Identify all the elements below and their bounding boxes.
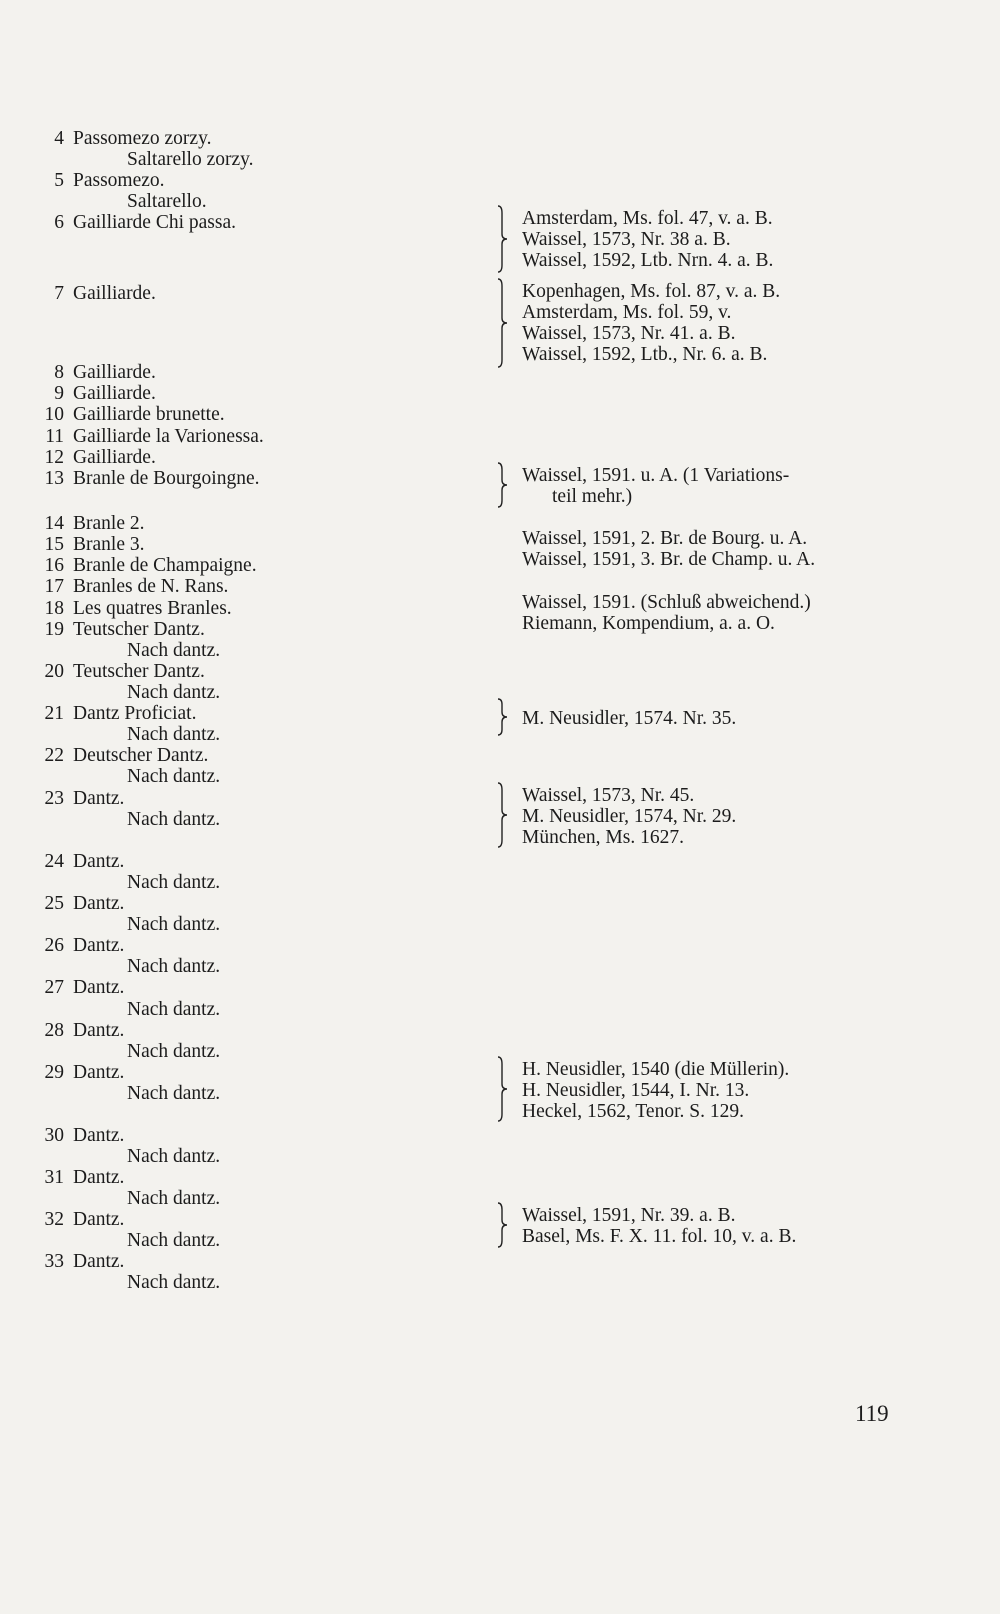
entry-number: 22 bbox=[44, 745, 64, 766]
entry-number: 28 bbox=[44, 1020, 64, 1041]
entry-row bbox=[0, 426, 480, 448]
entry-title: Gailliarde brunette. bbox=[73, 404, 225, 425]
source-line bbox=[0, 549, 1000, 571]
entry-title: Gailliarde. bbox=[73, 383, 156, 404]
entry-row bbox=[0, 404, 480, 426]
source-text: Riemann, Kompendium, a. a. O. bbox=[522, 613, 775, 634]
source-line bbox=[0, 613, 1000, 635]
entry-row bbox=[0, 170, 480, 192]
source-text: Kopenhagen, Ms. fol. 87, v. a. B. bbox=[522, 281, 781, 302]
page-number: 119 bbox=[855, 1401, 889, 1426]
entry-sub-title: Nach dantz. bbox=[127, 956, 221, 977]
entry-number: 26 bbox=[44, 935, 64, 956]
entry-sub-title: Nach dantz. bbox=[127, 1230, 221, 1251]
entry-number: 33 bbox=[44, 1251, 64, 1272]
entry-title: Branles de N. Rans. bbox=[73, 576, 229, 597]
curly-brace-icon bbox=[494, 205, 512, 273]
entry-row bbox=[0, 745, 480, 767]
entry-title: Teutscher Dantz. bbox=[73, 661, 205, 682]
source-text: Waissel, 1591, 2. Br. de Bourg. u. A. bbox=[522, 528, 808, 549]
entry-number: 29 bbox=[44, 1062, 64, 1083]
entry-sub-title: Nach dantz. bbox=[127, 640, 221, 661]
entry-title: Dantz. bbox=[73, 1251, 125, 1272]
entry-number: 14 bbox=[44, 513, 64, 534]
entry-number: 12 bbox=[44, 447, 64, 468]
source-text: H. Neusidler, 1540 (die Müllerin). bbox=[522, 1059, 790, 1080]
entry-number: 25 bbox=[44, 893, 64, 914]
entry-title: Dantz. bbox=[73, 935, 125, 956]
curly-brace-icon bbox=[494, 1202, 512, 1248]
entry-title: Dantz. bbox=[73, 977, 125, 998]
entry-title: Dantz. bbox=[73, 893, 125, 914]
entry-subline bbox=[0, 149, 480, 171]
entry-sub-title: Saltarello. bbox=[127, 191, 207, 212]
entry-number: 17 bbox=[44, 576, 64, 597]
entry-title: Dantz Proficiat. bbox=[73, 703, 197, 724]
entry-title: Passomezo. bbox=[73, 170, 165, 191]
entry-sub-title: Nach dantz. bbox=[127, 1083, 221, 1104]
entry-number: 9 bbox=[54, 383, 64, 404]
entry-subline bbox=[0, 999, 480, 1021]
entry-title: Branle de Champaigne. bbox=[73, 555, 257, 576]
entry-row bbox=[0, 935, 480, 957]
entry-subline bbox=[0, 956, 480, 978]
entry-number: 27 bbox=[44, 977, 64, 998]
entry-number: 20 bbox=[44, 661, 64, 682]
entry-subline bbox=[0, 914, 480, 936]
entry-subline bbox=[0, 1146, 480, 1168]
entry-number: 4 bbox=[54, 128, 64, 149]
entry-title: Gailliarde. bbox=[73, 447, 156, 468]
entry-sub-title: Nach dantz. bbox=[127, 809, 221, 830]
source-text: M. Neusidler, 1574. Nr. 35. bbox=[522, 708, 737, 729]
source-text: Waissel, 1591, 3. Br. de Champ. u. A. bbox=[522, 549, 816, 570]
entry-title: Gailliarde. bbox=[73, 283, 156, 304]
curly-brace-icon bbox=[494, 698, 512, 736]
source-text: München, Ms. 1627. bbox=[522, 827, 684, 848]
entry-title: Dantz. bbox=[73, 1062, 125, 1083]
entry-number: 11 bbox=[45, 426, 64, 447]
entry-number: 10 bbox=[44, 404, 64, 425]
entry-sub-title: Nach dantz. bbox=[127, 682, 221, 703]
entry-title: Branle de Bourgoingne. bbox=[73, 468, 260, 489]
entry-sub-title: Nach dantz. bbox=[127, 1272, 221, 1293]
source-text: Waissel, 1573, Nr. 38 a. B. bbox=[522, 229, 731, 250]
entry-title: Gailliarde la Varionessa. bbox=[73, 426, 264, 447]
entry-title: Deutscher Dantz. bbox=[73, 745, 209, 766]
source-text: H. Neusidler, 1544, I. Nr. 13. bbox=[522, 1080, 750, 1101]
source-text: Amsterdam, Ms. fol. 59, v. bbox=[522, 302, 732, 323]
entry-subline bbox=[0, 682, 480, 704]
source-text: Waissel, 1573, Nr. 45. bbox=[522, 785, 695, 806]
source-text: Waissel, 1591. (Schluß abweichend.) bbox=[522, 592, 811, 613]
entry-title: Gailliarde. bbox=[73, 362, 156, 383]
entry-title: Dantz. bbox=[73, 851, 125, 872]
entry-number: 30 bbox=[44, 1125, 64, 1146]
entry-number: 18 bbox=[44, 598, 64, 619]
source-text: Basel, Ms. F. X. 11. fol. 10, v. a. B. bbox=[522, 1226, 797, 1247]
entry-title: Dantz. bbox=[73, 788, 125, 809]
source-text: Waissel, 1592, Ltb., Nr. 6. a. B. bbox=[522, 344, 768, 365]
source-text: Waissel, 1592, Ltb. Nrn. 4. a. B. bbox=[522, 250, 774, 271]
entry-number: 13 bbox=[44, 468, 64, 489]
entry-subline bbox=[0, 640, 480, 662]
entry-number: 8 bbox=[54, 362, 64, 383]
entry-title: Gailliarde Chi passa. bbox=[73, 212, 236, 233]
entry-sub-title: Nach dantz. bbox=[127, 914, 221, 935]
curly-brace-icon bbox=[494, 278, 512, 368]
entry-number: 32 bbox=[44, 1209, 64, 1230]
entry-sub-title: Nach dantz. bbox=[127, 872, 221, 893]
entry-title: Dantz. bbox=[73, 1020, 125, 1041]
entry-row bbox=[0, 661, 480, 683]
entry-subline bbox=[0, 872, 480, 894]
entry-sub-title: Nach dantz. bbox=[127, 724, 221, 745]
entry-row bbox=[0, 128, 480, 150]
entry-number: 16 bbox=[44, 555, 64, 576]
entry-number: 6 bbox=[54, 212, 64, 233]
entry-number: 5 bbox=[54, 170, 64, 191]
source-text: Waissel, 1591. u. A. (1 Variations- bbox=[522, 465, 790, 486]
entry-number: 7 bbox=[54, 283, 64, 304]
entry-subline bbox=[0, 1272, 480, 1294]
source-line bbox=[0, 592, 1000, 614]
entry-number: 31 bbox=[44, 1167, 64, 1188]
entry-row bbox=[0, 977, 480, 999]
source-line bbox=[0, 528, 1000, 550]
curly-brace-icon bbox=[494, 1056, 512, 1122]
entry-title: Dantz. bbox=[73, 1209, 125, 1230]
source-text: Waissel, 1573, Nr. 41. a. B. bbox=[522, 323, 736, 344]
entry-number: 24 bbox=[44, 851, 64, 872]
entry-number: 21 bbox=[44, 703, 64, 724]
entry-title: Branle 2. bbox=[73, 513, 145, 534]
entry-title: Passomezo zorzy. bbox=[73, 128, 212, 149]
entry-sub-title: Nach dantz. bbox=[127, 766, 221, 787]
source-text: teil mehr.) bbox=[552, 486, 633, 507]
source-text: Heckel, 1562, Tenor. S. 129. bbox=[522, 1101, 744, 1122]
entry-sub-title: Nach dantz. bbox=[127, 1146, 221, 1167]
entry-title: Dantz. bbox=[73, 1167, 125, 1188]
entry-row bbox=[0, 383, 480, 405]
entry-sub-title: Nach dantz. bbox=[127, 1188, 221, 1209]
entry-title: Dantz. bbox=[73, 1125, 125, 1146]
entry-title: Teutscher Dantz. bbox=[73, 619, 205, 640]
entry-row bbox=[0, 851, 480, 873]
entry-row bbox=[0, 1251, 480, 1273]
entry-number: 19 bbox=[44, 619, 64, 640]
entry-number: 15 bbox=[44, 534, 64, 555]
entry-row bbox=[0, 1020, 480, 1042]
entry-row bbox=[0, 1167, 480, 1189]
entry-sub-title: Nach dantz. bbox=[127, 1041, 221, 1062]
entry-row bbox=[0, 1125, 480, 1147]
source-text: M. Neusidler, 1574, Nr. 29. bbox=[522, 806, 737, 827]
entry-row bbox=[0, 893, 480, 915]
curly-brace-icon bbox=[494, 782, 512, 848]
entry-sub-title: Saltarello zorzy. bbox=[127, 149, 254, 170]
entry-number: 23 bbox=[44, 788, 64, 809]
entry-sub-title: Nach dantz. bbox=[127, 999, 221, 1020]
entry-title: Branle 3. bbox=[73, 534, 145, 555]
source-text: Amsterdam, Ms. fol. 47, v. a. B. bbox=[522, 208, 773, 229]
curly-brace-icon bbox=[494, 462, 512, 508]
source-text: Waissel, 1591, Nr. 39. a. B. bbox=[522, 1205, 736, 1226]
entry-title: Les quatres Branles. bbox=[73, 598, 232, 619]
